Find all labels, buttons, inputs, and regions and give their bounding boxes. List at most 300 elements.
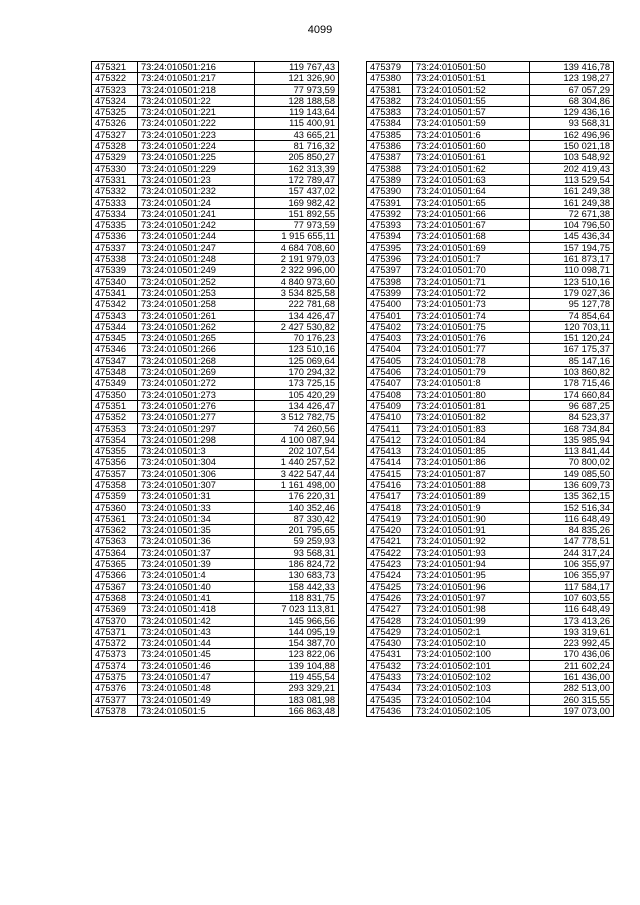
record-number: 475366 (92, 570, 138, 581)
table-row (367, 333, 614, 344)
table-row (92, 547, 339, 558)
record-number: 475368 (92, 592, 138, 603)
table-row (367, 62, 614, 73)
table-row (92, 479, 339, 490)
record-number: 475335 (92, 220, 138, 231)
cadastral-number: 73:24:010501:262 (138, 321, 255, 332)
record-number: 475433 (367, 672, 413, 683)
table-row (92, 536, 339, 547)
cadastral-number: 73:24:010501:37 (138, 547, 255, 558)
record-number: 475356 (92, 457, 138, 468)
cadastral-value: 135 362,15 (530, 491, 614, 502)
cadastral-value: 149 085,50 (530, 468, 614, 479)
table-row (367, 423, 614, 434)
left-table (91, 61, 339, 717)
record-number: 475436 (367, 705, 413, 716)
cadastral-number: 73:24:010501:93 (413, 547, 530, 558)
cadastral-number: 73:24:010501:225 (138, 152, 255, 163)
cadastral-number: 73:24:010501:253 (138, 287, 255, 298)
cadastral-number: 73:24:010501:60 (413, 141, 530, 152)
cadastral-value: 244 317,24 (530, 547, 614, 558)
record-number: 475394 (367, 231, 413, 242)
table-row (367, 321, 614, 332)
cadastral-number: 73:24:010501:31 (138, 491, 255, 502)
cadastral-number: 73:24:010501:307 (138, 479, 255, 490)
table-row (367, 592, 614, 603)
record-number: 475398 (367, 276, 413, 287)
record-number: 475352 (92, 412, 138, 423)
record-number: 475347 (92, 355, 138, 366)
table-row (367, 457, 614, 468)
record-number: 475432 (367, 660, 413, 671)
record-number: 475363 (92, 536, 138, 547)
record-number: 475399 (367, 287, 413, 298)
cadastral-number: 73:24:010501:67 (413, 220, 530, 231)
record-number: 475357 (92, 468, 138, 479)
cadastral-number: 73:24:010501:304 (138, 457, 255, 468)
table-row (92, 378, 339, 389)
record-number: 475402 (367, 321, 413, 332)
cadastral-number: 73:24:010501:248 (138, 254, 255, 265)
cadastral-value: 170 294,32 (255, 367, 339, 378)
cadastral-value: 1 161 498,00 (255, 479, 339, 490)
table-row (367, 254, 614, 265)
cadastral-number: 73:24:010501:41 (138, 592, 255, 603)
table-row (92, 208, 339, 219)
table-row (367, 276, 614, 287)
record-number: 475354 (92, 434, 138, 445)
table-row (367, 95, 614, 106)
cadastral-number: 73:24:010501:232 (138, 186, 255, 197)
record-number: 475343 (92, 310, 138, 321)
record-number: 475410 (367, 412, 413, 423)
table-row (92, 276, 339, 287)
record-number: 475389 (367, 174, 413, 185)
cadastral-value: 103 860,82 (530, 367, 614, 378)
cadastral-value: 113 529,54 (530, 174, 614, 185)
record-number: 475321 (92, 62, 138, 73)
cadastral-value: 3 422 547,44 (255, 468, 339, 479)
cadastral-number: 73:24:010501:76 (413, 333, 530, 344)
cadastral-value: 129 436,16 (530, 107, 614, 118)
cadastral-number: 73:24:010501:49 (138, 694, 255, 705)
cadastral-value: 104 796,50 (530, 220, 614, 231)
cadastral-number: 73:24:010501:298 (138, 434, 255, 445)
cadastral-number: 73:24:010501:34 (138, 513, 255, 524)
record-number: 475372 (92, 638, 138, 649)
record-number: 475338 (92, 254, 138, 265)
cadastral-value: 119 455,54 (255, 672, 339, 683)
table-row (367, 626, 614, 637)
table-row (92, 287, 339, 298)
cadastral-value: 260 315,55 (530, 694, 614, 705)
cadastral-number: 73:24:010501:9 (413, 502, 530, 513)
cadastral-number: 73:24:010501:50 (413, 62, 530, 73)
cadastral-number: 73:24:010501:268 (138, 355, 255, 366)
record-number: 475326 (92, 118, 138, 129)
table-row (92, 446, 339, 457)
record-number: 475342 (92, 299, 138, 310)
cadastral-value: 186 824,72 (255, 559, 339, 570)
record-number: 475367 (92, 581, 138, 592)
cadastral-value: 150 021,18 (530, 141, 614, 152)
table-row (367, 513, 614, 524)
cadastral-number: 73:24:010501:61 (413, 152, 530, 163)
cadastral-number: 73:24:010501:218 (138, 84, 255, 95)
table-row (367, 163, 614, 174)
cadastral-number: 73:24:010501:91 (413, 525, 530, 536)
cadastral-number: 73:24:010501:48 (138, 683, 255, 694)
cadastral-value: 103 548,92 (530, 152, 614, 163)
record-number: 475323 (92, 84, 138, 95)
table-row (92, 355, 339, 366)
record-number: 475377 (92, 694, 138, 705)
cadastral-value: 106 355,97 (530, 559, 614, 570)
table-row (367, 400, 614, 411)
table-row (367, 434, 614, 445)
cadastral-value: 135 985,94 (530, 434, 614, 445)
cadastral-value: 154 387,70 (255, 638, 339, 649)
table-row (367, 672, 614, 683)
record-number: 475414 (367, 457, 413, 468)
table-row (92, 265, 339, 276)
cadastral-value: 211 602,24 (530, 660, 614, 671)
record-number: 475340 (92, 276, 138, 287)
cadastral-number: 73:24:010501:3 (138, 446, 255, 457)
cadastral-value: 130 683,73 (255, 570, 339, 581)
cadastral-number: 73:24:010502:105 (413, 705, 530, 716)
table-row (92, 423, 339, 434)
table-row (367, 107, 614, 118)
cadastral-number: 73:24:010501:70 (413, 265, 530, 276)
cadastral-value: 223 992,45 (530, 638, 614, 649)
record-number: 475348 (92, 367, 138, 378)
cadastral-number: 73:24:010501:258 (138, 299, 255, 310)
cadastral-value: 161 436,00 (530, 672, 614, 683)
table-row (367, 231, 614, 242)
cadastral-value: 161 249,38 (530, 186, 614, 197)
record-number: 475426 (367, 592, 413, 603)
cadastral-value: 105 420,29 (255, 389, 339, 400)
cadastral-value: 106 355,97 (530, 570, 614, 581)
cadastral-number: 73:24:010501:86 (413, 457, 530, 468)
record-number: 475370 (92, 615, 138, 626)
record-number: 475431 (367, 649, 413, 660)
cadastral-number: 73:24:010501:65 (413, 197, 530, 208)
record-number: 475330 (92, 163, 138, 174)
cadastral-number: 73:24:010501:24 (138, 197, 255, 208)
table-row (92, 457, 339, 468)
table-row (92, 570, 339, 581)
record-number: 475386 (367, 141, 413, 152)
cadastral-value: 167 175,37 (530, 344, 614, 355)
cadastral-number: 73:24:010502:102 (413, 672, 530, 683)
record-number: 475381 (367, 84, 413, 95)
cadastral-value: 157 194,75 (530, 242, 614, 253)
cadastral-value: 222 781,68 (255, 299, 339, 310)
table-row (367, 118, 614, 129)
table-row (367, 660, 614, 671)
cadastral-value: 2 191 979,03 (255, 254, 339, 265)
cadastral-number: 73:24:010501:266 (138, 344, 255, 355)
table-row (367, 299, 614, 310)
table-row (367, 174, 614, 185)
cadastral-number: 73:24:010501:96 (413, 581, 530, 592)
record-number: 475409 (367, 400, 413, 411)
record-number: 475349 (92, 378, 138, 389)
cadastral-number: 73:24:010501:88 (413, 479, 530, 490)
cadastral-number: 73:24:010501:33 (138, 502, 255, 513)
cadastral-number: 73:24:010501:272 (138, 378, 255, 389)
cadastral-number: 73:24:010501:74 (413, 310, 530, 321)
cadastral-value: 118 831,75 (255, 592, 339, 603)
cadastral-number: 73:24:010501:90 (413, 513, 530, 524)
record-number: 475403 (367, 333, 413, 344)
cadastral-value: 59 259,93 (255, 536, 339, 547)
record-number: 475392 (367, 208, 413, 219)
table-row (367, 705, 614, 716)
cadastral-value: 162 313,39 (255, 163, 339, 174)
record-number: 475415 (367, 468, 413, 479)
record-number: 475378 (92, 705, 138, 716)
record-number: 475345 (92, 333, 138, 344)
cadastral-value: 95 127,78 (530, 299, 614, 310)
cadastral-value: 1 915 655,11 (255, 231, 339, 242)
cadastral-number: 73:24:010501:23 (138, 174, 255, 185)
cadastral-value: 123 198,27 (530, 73, 614, 84)
record-number: 475350 (92, 389, 138, 400)
cadastral-number: 73:24:010501:276 (138, 400, 255, 411)
table-row (92, 626, 339, 637)
cadastral-number: 73:24:010501:249 (138, 265, 255, 276)
table-row (367, 468, 614, 479)
cadastral-value: 139 416,78 (530, 62, 614, 73)
cadastral-number: 73:24:010501:80 (413, 389, 530, 400)
cadastral-number: 73:24:010501:265 (138, 333, 255, 344)
record-number: 475379 (367, 62, 413, 73)
cadastral-value: 151 892,55 (255, 208, 339, 219)
cadastral-number: 73:24:010501:40 (138, 581, 255, 592)
table-row (92, 649, 339, 660)
cadastral-number: 73:24:010501:57 (413, 107, 530, 118)
cadastral-number: 73:24:010501:223 (138, 129, 255, 140)
record-number: 475393 (367, 220, 413, 231)
record-number: 475401 (367, 310, 413, 321)
cadastral-value: 115 400,91 (255, 118, 339, 129)
table-row (367, 73, 614, 84)
record-number: 475376 (92, 683, 138, 694)
record-number: 475417 (367, 491, 413, 502)
cadastral-value: 282 513,00 (530, 683, 614, 694)
record-number: 475346 (92, 344, 138, 355)
record-number: 475380 (367, 73, 413, 84)
record-number: 475375 (92, 672, 138, 683)
record-number: 475332 (92, 186, 138, 197)
record-number: 475371 (92, 626, 138, 637)
cadastral-value: 147 778,51 (530, 536, 614, 547)
table-row (92, 389, 339, 400)
cadastral-value: 134 426,47 (255, 400, 339, 411)
cadastral-value: 113 841,44 (530, 446, 614, 457)
record-number: 475428 (367, 615, 413, 626)
record-number: 475423 (367, 559, 413, 570)
cadastral-value: 7 023 113,81 (255, 604, 339, 615)
cadastral-number: 73:24:010501:306 (138, 468, 255, 479)
cadastral-number: 73:24:010501:221 (138, 107, 255, 118)
cadastral-value: 74 854,64 (530, 310, 614, 321)
table-row (367, 615, 614, 626)
record-number: 475390 (367, 186, 413, 197)
cadastral-value: 67 057,29 (530, 84, 614, 95)
record-number: 475337 (92, 242, 138, 253)
record-number: 475351 (92, 400, 138, 411)
cadastral-value: 123 822,06 (255, 649, 339, 660)
cadastral-value: 161 873,17 (530, 254, 614, 265)
table-row (92, 197, 339, 208)
record-number: 475408 (367, 389, 413, 400)
cadastral-number: 73:24:010501:69 (413, 242, 530, 253)
table-row (367, 638, 614, 649)
cadastral-number: 73:24:010501:418 (138, 604, 255, 615)
cadastral-number: 73:24:010501:229 (138, 163, 255, 174)
cadastral-value: 119 767,43 (255, 62, 339, 73)
record-number: 475328 (92, 141, 138, 152)
cadastral-value: 170 436,06 (530, 649, 614, 660)
cadastral-value: 93 568,31 (530, 118, 614, 129)
cadastral-value: 87 330,42 (255, 513, 339, 524)
table-row (92, 107, 339, 118)
cadastral-number: 73:24:010501:42 (138, 615, 255, 626)
cadastral-number: 73:24:010501:43 (138, 626, 255, 637)
cadastral-value: 158 442,33 (255, 581, 339, 592)
record-number: 475396 (367, 254, 413, 265)
cadastral-number: 73:24:010502:10 (413, 638, 530, 649)
cadastral-number: 73:24:010501:79 (413, 367, 530, 378)
record-number: 475412 (367, 434, 413, 445)
record-number: 475329 (92, 152, 138, 163)
record-number: 475365 (92, 559, 138, 570)
cadastral-number: 73:24:010501:242 (138, 220, 255, 231)
record-number: 475355 (92, 446, 138, 457)
cadastral-number: 73:24:010501:46 (138, 660, 255, 671)
cadastral-value: 107 603,55 (530, 592, 614, 603)
cadastral-value: 136 609,73 (530, 479, 614, 490)
table-row (92, 129, 339, 140)
cadastral-value: 110 098,71 (530, 265, 614, 276)
cadastral-number: 73:24:010501:73 (413, 299, 530, 310)
table-row (367, 141, 614, 152)
table-row (92, 299, 339, 310)
table-row (92, 592, 339, 603)
table-row (367, 378, 614, 389)
record-number: 475404 (367, 344, 413, 355)
cadastral-value: 93 568,31 (255, 547, 339, 558)
cadastral-value: 157 437,02 (255, 186, 339, 197)
table-row (92, 615, 339, 626)
record-number: 475362 (92, 525, 138, 536)
cadastral-value: 174 660,84 (530, 389, 614, 400)
record-number: 475339 (92, 265, 138, 276)
record-number: 475333 (92, 197, 138, 208)
cadastral-value: 77 973,59 (255, 84, 339, 95)
table-row (367, 310, 614, 321)
record-number: 475397 (367, 265, 413, 276)
table-row (367, 559, 614, 570)
cadastral-value: 162 496,96 (530, 129, 614, 140)
record-number: 475369 (92, 604, 138, 615)
record-number: 475361 (92, 513, 138, 524)
cadastral-value: 179 027,36 (530, 287, 614, 298)
cadastral-number: 73:24:010501:273 (138, 389, 255, 400)
cadastral-number: 73:24:010501:95 (413, 570, 530, 581)
cadastral-number: 73:24:010501:8 (413, 378, 530, 389)
table-row (367, 491, 614, 502)
table-row (92, 344, 339, 355)
cadastral-value: 166 863,48 (255, 705, 339, 716)
cadastral-number: 73:24:010501:84 (413, 434, 530, 445)
cadastral-value: 169 982,42 (255, 197, 339, 208)
cadastral-number: 73:24:010501:89 (413, 491, 530, 502)
cadastral-value: 168 734,84 (530, 423, 614, 434)
cadastral-value: 161 249,38 (530, 197, 614, 208)
cadastral-value: 125 069,64 (255, 355, 339, 366)
cadastral-number: 73:24:010501:63 (413, 174, 530, 185)
record-number: 475341 (92, 287, 138, 298)
cadastral-value: 4 100 087,94 (255, 434, 339, 445)
cadastral-number: 73:24:010501:35 (138, 525, 255, 536)
record-number: 475419 (367, 513, 413, 524)
cadastral-number: 73:24:010501:77 (413, 344, 530, 355)
cadastral-number: 73:24:010501:277 (138, 412, 255, 423)
cadastral-number: 73:24:010501:66 (413, 208, 530, 219)
table-row (367, 197, 614, 208)
cadastral-value: 293 329,21 (255, 683, 339, 694)
record-number: 475331 (92, 174, 138, 185)
table-row (92, 73, 339, 84)
table-row (367, 84, 614, 95)
table-row (367, 502, 614, 513)
cadastral-value: 120 703,11 (530, 321, 614, 332)
record-number: 475421 (367, 536, 413, 547)
record-number: 475388 (367, 163, 413, 174)
cadastral-value: 116 648,49 (530, 513, 614, 524)
table-row (367, 683, 614, 694)
cadastral-number: 73:24:010501:6 (413, 129, 530, 140)
page-number: 4099 (307, 24, 333, 36)
right-table (366, 61, 614, 717)
record-number: 475334 (92, 208, 138, 219)
record-number: 475360 (92, 502, 138, 513)
record-number: 475325 (92, 107, 138, 118)
cadastral-number: 73:24:010501:98 (413, 604, 530, 615)
record-number: 475413 (367, 446, 413, 457)
cadastral-number: 73:24:010501:82 (413, 412, 530, 423)
cadastral-value: 201 795,65 (255, 525, 339, 536)
record-number: 475385 (367, 129, 413, 140)
table-row (367, 389, 614, 400)
cadastral-value: 81 716,32 (255, 141, 339, 152)
cadastral-value: 151 120,24 (530, 333, 614, 344)
table-row (92, 152, 339, 163)
cadastral-number: 73:24:010501:64 (413, 186, 530, 197)
cadastral-number: 73:24:010501:4 (138, 570, 255, 581)
cadastral-value: 140 352,46 (255, 502, 339, 513)
cadastral-number: 73:24:010501:83 (413, 423, 530, 434)
cadastral-number: 73:24:010501:94 (413, 559, 530, 570)
record-number: 475425 (367, 581, 413, 592)
cadastral-value: 123 510,16 (530, 276, 614, 287)
table-row (92, 118, 339, 129)
